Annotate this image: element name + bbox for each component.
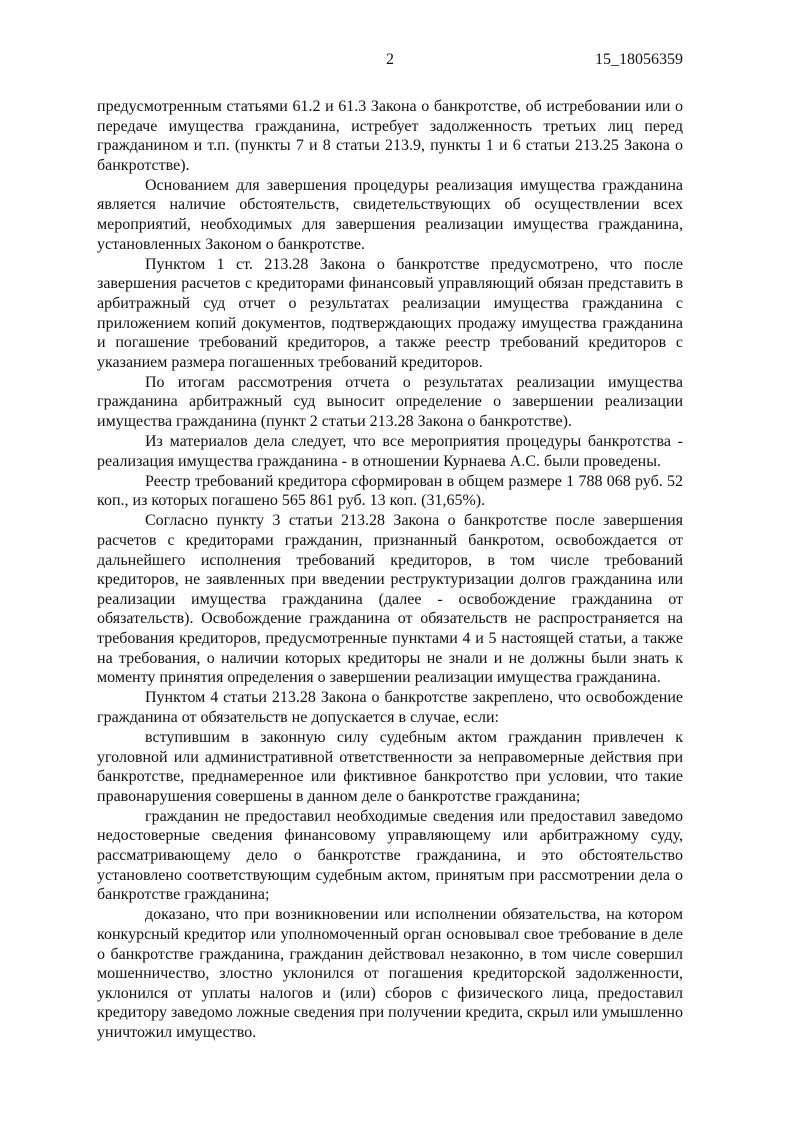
page-number: 2 <box>386 51 394 68</box>
paragraph: Пунктом 1 ст. 213.28 Закона о банкротстве предусмотрено, что после завершения расчетов с кредиторами финансовый управляющий обязан представить в арбитражный суд отчет о результатах реализации имущества гражданина с приложением копий документов, подтверждающих продажу имущества гражданина и погашение требований кредиторов, а также реестр требований кредиторов с указанием размера погашенных требований кредиторов. <box>97 255 683 371</box>
paragraph: Согласно пункту 3 статьи 213.28 Закона о банкротстве после завершения расчетов с кредиторами гражданин, признанный банкротом, освобождается от дальнейшего исполнения требований кредиторов, в том числе требований кредиторов, не заявленных при введении реструктуризации долгов гражданина или реализации имущества гражданина (далее - освобождение гражданина от обязательств). Освобождение гражданина от обязательств не распространяется на требования кредиторов, предусмотренные пунктами 4 и 5 настоящей статьи, а также на требования, о наличии которых кредиторы не знали и не должны были знать к моменту принятия определения о завершении реализации имущества гражданина. <box>97 512 683 687</box>
page-header <box>97 50 683 70</box>
list-item-paragraph: вступившим в законную силу судебным актом гражданин привлечен к уголовной или административной ответственности за неправомерные действия при банкротстве, преднамеренное или фиктивное банкротство при условии, что такие правонарушения совершены в данном деле о банкротстве гражданина; <box>97 729 683 805</box>
case-number: 15_18056359 <box>595 51 683 68</box>
paragraph: Основанием для завершения процедуры реализация имущества гражданина является наличие обстоятельств, свидетельствующих об осуществлении всех мероприятий, необходимых для завершения реализации имущества гражданина, установленных Законом о банкротстве. <box>97 176 683 253</box>
paragraph: По итогам рассмотрения отчета о результатах реализации имущества гражданина арбитражный суд выносит определение о завершении реализации имущества гражданина (пункт 2 статьи 213.28 Закона о банкротстве). <box>97 373 683 430</box>
list-item-paragraph: доказано, что при возникновении или исполнении обязательства, на котором конкурсный кредитор или уполномоченный орган основывал свое требование в деле о банкротстве гражданина, гражданин действовал незаконно, в том числе совершил мошенничество, злостно уклонился от погашения кредиторской задолженности, уклонился от уплаты налогов и (или) сборов с физического лица, предоставил кредитору заведомо ложные сведения при получении кредита, скрыл или умышленно уничтожил имущество. <box>97 906 683 1041</box>
paragraph: Реестр требований кредитора сформирован в общем размере 1 788 068 руб. 52 коп., из которых погашено 565 861 руб. 13 коп. (31,65%). <box>97 472 683 510</box>
list-item-paragraph: гражданин не предоставил необходимые сведения или предоставил заведомо недостоверные сведения финансовому управляющему или арбитражному суду, рассматривающему дело о банкротстве гражданина, и это обстоятельство установлено соответствующим судебным актом, принятым при рассмотрении дела о банкротстве гражданина; <box>97 807 683 904</box>
paragraph-continuation: предусмотренным статьями 61.2 и 61.3 Закона о банкротстве, об истребовании или о передаче имущества гражданина, истребует задолженность третьих лиц перед гражданином и т.п. (пункты 7 и 8 статьи 213.9, пункты 1 и 6 статьи 213.25 Закона о банкротстве). <box>97 98 683 174</box>
paragraph: Пунктом 4 статьи 213.28 Закона о банкротстве закреплено, что освобождение гражданина от обязательств не допускается в случае, если: <box>97 689 683 726</box>
paragraph: Из материалов дела следует, что все мероприятия процедуры банкротства - реализация имущества гражданина - в отношении Курнаева А.С. были проведены. <box>97 433 683 470</box>
document-body <box>97 97 683 1043</box>
